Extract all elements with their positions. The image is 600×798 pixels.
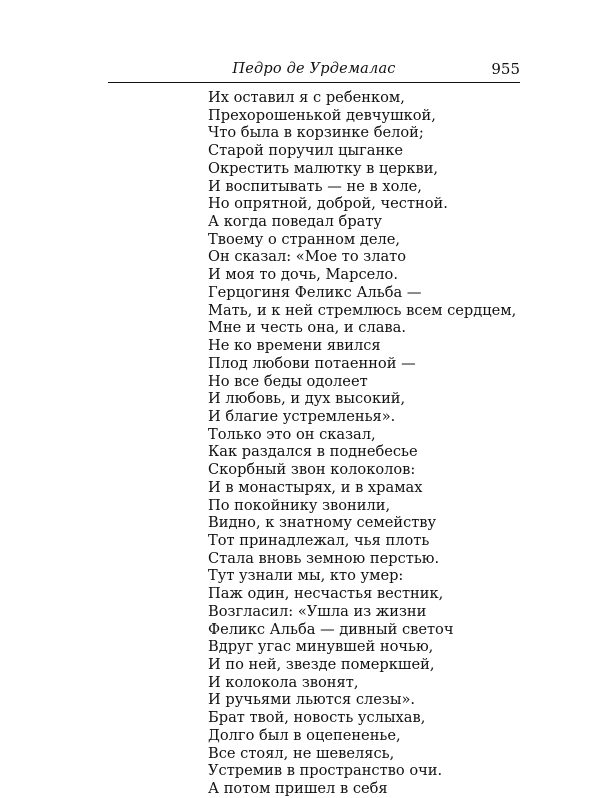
- verse-line: И колокола звонят,: [208, 673, 359, 691]
- verse-line: И благие устремленья».: [208, 407, 396, 425]
- verse-line: Он сказал: «Мое то злато: [208, 248, 407, 266]
- verse-line: Скорбный звон колоколов:: [208, 461, 416, 479]
- verse-line: Паж один, несчастья вестник,: [208, 585, 444, 603]
- header-rule: [108, 82, 520, 83]
- running-title: Педро де Урдемалас: [232, 61, 396, 77]
- verse-line: Как раздался в поднебесье: [208, 443, 418, 461]
- verse-line: Вдруг угас минувшей ночью,: [208, 638, 434, 656]
- verse-line: Возгласил: «Ушла из жизни: [208, 602, 427, 620]
- verse-line: Что была в корзинке белой;: [208, 124, 424, 142]
- verse-line: Твоему о странном деле,: [208, 230, 401, 248]
- verse-line: Окрестить малютку в церкви,: [208, 159, 439, 177]
- verse-line: Тот принадлежал, чья плоть: [208, 531, 430, 549]
- verse-line: Не ко времени явился: [208, 337, 381, 355]
- verse-line: Устремив в пространство очи.: [208, 762, 443, 780]
- verse-line: Брат твой, новость услыхав,: [208, 709, 426, 727]
- verse-line: А потом пришел в себя: [208, 780, 388, 798]
- verse-line: Мать, и к ней стремлюсь всем сердцем,: [208, 301, 517, 319]
- verse-line: Стала вновь земною перстью.: [208, 549, 440, 567]
- verse-line: И воспитывать — не в холе,: [208, 177, 422, 195]
- verse-line: Тут узнали мы, кто умер:: [208, 567, 404, 585]
- verse-line: Все стоял, не шевелясь,: [208, 744, 395, 762]
- verse-line: Плод любови потаенной —: [208, 354, 416, 372]
- verse-line: Но опрятной, доброй, честной.: [208, 195, 448, 213]
- page-number: 955: [491, 60, 520, 78]
- verse-line: И ручьями льются слезы».: [208, 691, 416, 709]
- verse-line: Их оставил я с ребенком,: [208, 89, 405, 106]
- verse-line: Старой поручил цыганке: [208, 142, 403, 160]
- verse-line: Долго был в оцепененье,: [208, 726, 401, 744]
- running-header: [108, 60, 520, 82]
- verse-line: И моя то дочь, Марсело.: [208, 266, 398, 284]
- verse-line: Феликс Альба — дивный светоч: [208, 620, 454, 638]
- verse-text: [208, 89, 528, 798]
- verse-line: Прехорошенькой девчушкой,: [208, 106, 436, 124]
- verse-line: Мне и честь она, и слава.: [208, 319, 406, 337]
- verse-line: Но все беды одолеет: [208, 372, 368, 390]
- verse-line: И по ней, звезде померкшей,: [208, 656, 435, 673]
- verse-line: Герцогиня Феликс Альба —: [208, 283, 422, 301]
- verse-line: И любовь, и дух высокий,: [208, 390, 406, 408]
- verse-line: И в монастырях, и в храмах: [208, 478, 423, 496]
- verse-line: А когда поведал брату: [208, 213, 383, 231]
- verse-line: По покойнику звонили,: [208, 496, 391, 514]
- verse-line: Только это он сказал,: [208, 425, 376, 443]
- verse-line: Видно, к знатному семейству: [208, 514, 437, 532]
